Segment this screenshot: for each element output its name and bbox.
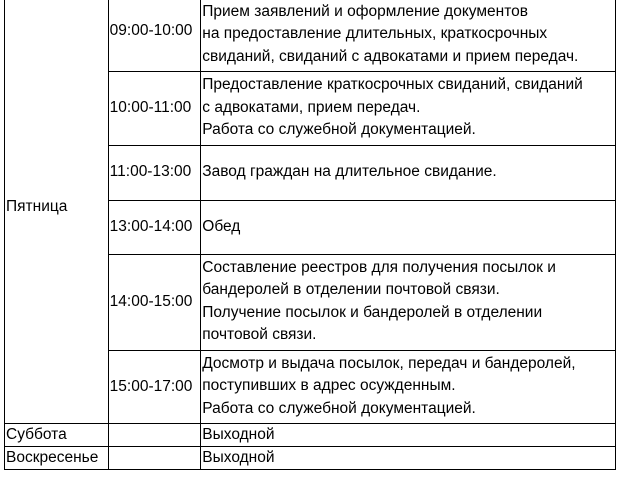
- description-line: поступивших в адрес осужденным.: [202, 377, 456, 394]
- time-cell: 15:00-17:00: [108, 350, 201, 424]
- description-line: Прием заявлений и оформление документов: [202, 2, 528, 20]
- time-cell: [108, 424, 201, 447]
- description-cell: [201, 72, 616, 146]
- description-line: Досмотр и выдача посылок, передач и бандеролей,: [202, 354, 576, 372]
- description-line: на предоставление длительных, краткосрочных: [202, 25, 548, 43]
- description-line: Получение посылок и бандеролей в отделении: [202, 303, 543, 321]
- description-line: Работа со служебной документацией.: [202, 121, 476, 138]
- time-cell: 14:00-15:00: [108, 254, 201, 350]
- description-cell: Выходной: [201, 447, 616, 470]
- time-cell: 09:00-10:00: [108, 0, 201, 72]
- description-cell: [201, 350, 616, 424]
- description-cell: [201, 200, 616, 254]
- schedule-row-saturday: [5, 424, 616, 447]
- description-cell: [201, 0, 616, 72]
- description-line: Составление реестров для получения посылок и: [202, 258, 556, 276]
- description-line: с адвокатами, прием передач.: [202, 98, 421, 116]
- description-line: почтовой связи.: [202, 326, 317, 343]
- schedule-row-sunday: [5, 447, 616, 470]
- description-line: Завод граждан на длительное свидание.: [202, 163, 497, 181]
- description-line: бандеролей в отделении почтовой связи.: [202, 281, 500, 298]
- description-cell: Выходной: [201, 424, 616, 447]
- description-cell: [201, 254, 616, 350]
- time-cell: 10:00-11:00: [108, 72, 201, 146]
- description-line: свиданий, свиданий с адвокатами и прием передач.: [202, 47, 579, 65]
- time-cell: 11:00-13:00: [108, 145, 201, 200]
- day-cell-sunday: Воскресенье: [5, 447, 109, 470]
- day-cell-saturday: Суббота: [5, 424, 109, 447]
- schedule-row: [5, 0, 616, 72]
- time-cell: [108, 447, 201, 470]
- description-line: Обед: [202, 217, 241, 235]
- day-cell-friday: Пятница: [5, 0, 109, 424]
- description-cell: [201, 145, 616, 200]
- time-cell: 13:00-14:00: [108, 200, 201, 254]
- description-line: Работа со служебной документацией.: [202, 399, 476, 417]
- schedule-table: [4, 0, 616, 470]
- description-line: Предоставление краткосрочных свиданий, свиданий: [202, 76, 583, 93]
